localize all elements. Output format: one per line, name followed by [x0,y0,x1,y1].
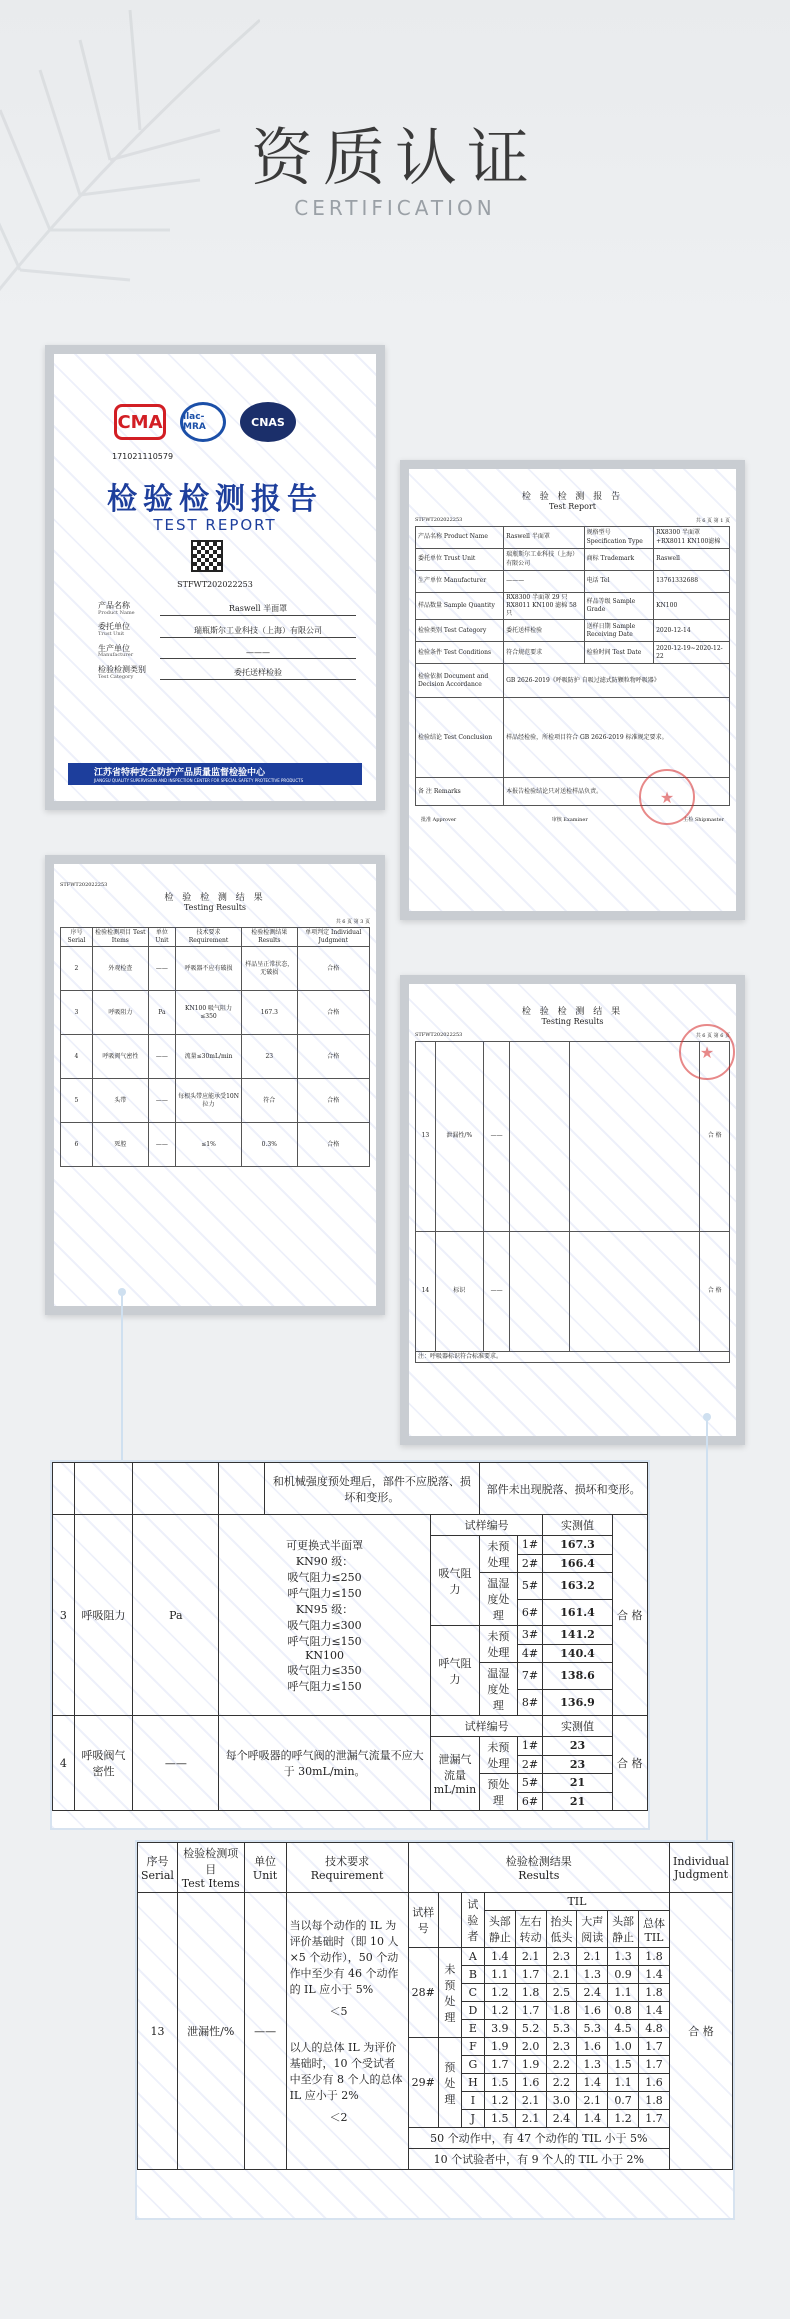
table-row: E 3.9 5.2 5.3 5.3 4.5 4.8 [138,2020,733,2038]
connector-line-1 [121,1290,123,1460]
connector-line-2 [706,1415,708,1845]
table-row: 委托单位 Trust Unit 瑞瓶斯尔工业科技（上海）有限公司 商标 Trademark Raswell [416,549,730,571]
table-row: 呼气阻力 未预处理 3# 141.2 [53,1626,648,1645]
table-row: 产品名称 Product Name Raswell 半面罩 规格型号 Specification Type RX8300 半面罩+RX8011 KN100滤棉 [416,527,730,549]
table-row: 检验类别 Test Category 委托送样检验 送样日期 Sample Receiving Date 2020-12-14 [416,620,730,642]
field-trust-unit: 委托单位 Trust Unit 瑞瓶斯尔工业科技（上海）有限公司 [98,623,356,637]
table-row: I 1.2 2.1 3.0 2.1 0.7 1.8 [138,2092,733,2110]
zoom-leakage-test: 序号 Serial 检验检测项目 Test Items 单位 Unit 技术要求 Requirement 检验检测结果 Results Individual Judgment 13 泄漏性/% —— 当以每个动作的 IL 为评价基础时（即 10 人×5 个动作），50 个动作中至少有 46 个动作的 IL 应小于 5% ＜5 以人的总体 IL 为评价基础时，10 个受试者中至少有 8 个人的总体 IL 应小于 2% ＜2 试样号 试验者 TIL 合 格 头部静止 左右转动 抬头低头 大声阅读 头部静止 总体TIL 28# 未预处理 A 1.4 2.1 2.3 2.1 1.3 1.8 B 1.1 1.7 2.1 1.3 0.9 1.4 C 1.2 1.8 2.5 2.4 1.1 1.8 D 1.2 1.7 1.8 1.6 0.8 1.4 E 3.9 5.2 5.3 5.3 4.5 4.8 29# 预处理 F 1.9 2.0 2.3 1.6 1.0 1.7 G 1.7 1.9 2.2 1.3 1.5 1.7 H 1.5 1.6 2.2 1.4 1.1 1.6 I 1.2 2.1 3.0 2.1 0.7 1.8 J 1.5 2.1 2.4 1.4 1.2 1.7 50 个动作中，有 47 个动作的 TIL 小于 5% 10 个试验者中，有 9 个人的 TIL 小于 2% [135,1840,735,2220]
cover-title: 检验检测报告 [107,482,323,517]
table-row: 生产单位 Manufacturer ——— 电话 Tel 13761332688 [416,571,730,593]
report1-subtitle: Test Report [548,502,597,511]
hero-banner [0,0,790,340]
ilac-mra-logo: ilac-MRA [180,402,226,442]
qr-code-icon [191,540,223,572]
table-row: 2# 166.4 [53,1554,648,1573]
cover-fields [98,602,356,687]
table-row: 预处理 5# 21 [53,1774,648,1793]
report-number: STFWT202022253 [177,580,253,589]
table-row: J 1.5 2.1 2.4 1.4 1.2 1.7 [138,2110,733,2128]
cover-footer: 江苏省特种安全防护产品质量监督检验中心 JIANGSU QUALITY SUPERVISION AND INSPECTION CENTER FOR SPECIAL SAFETY PROTECTIVE PRODUCTS [68,763,362,785]
table-row: 泄漏气流量 mL/min 未预处理 1# 23 [53,1737,648,1756]
field-manufacturer: 生产单位 Manufacturer ——— [98,645,356,659]
report1-title: 检 验 检 测 报 告 [521,492,624,502]
report-page-1: 检 验 检 测 报 告 Test Report STFWT202022253 共 6 页 第 1 页 产品名称 Product Name Raswell 半面罩 规格型号 Specification Type RX8300 半面罩+RX8011 KN100滤棉 委托单位 Trust Unit 瑞瓶斯尔工业科技（上海）有限公司 商标 Trademark Raswell 生产单位 Manufacturer ——— 电话 Tel 13761332688 样品数量 Sample Quantity RX8300 半面罩 29 只 RX8011 KN100 滤棉 58 只 样品等级 Sample Grade KN100 检验类别 Test Category 委托送样检验 送样日期 Sample Receiving Date 2020-12-14 检验条件 Test Conditions 符合规范要求 检验时间 Test Date 2020-12-19~2020-12-22 检验依据 Document and Decision Accordance GB 2626-2019《呼吸防护 自吸过滤式防颗粒物呼吸器》 检验结论 Test Conclusion 样品经检验，所检项目符合 GB 2626-2019 标准规定要求。 备 注 Remarks 本报告检验结论只对送检样品负责。 批准 Approver 审核 Examiner 主检 Shipmaster ★ [400,460,745,920]
table-row: 29# 预处理 F 1.9 2.0 2.3 1.6 1.0 1.7 [138,2038,733,2056]
table-row: 6# 21 [53,1792,648,1811]
report2-table: 序号 Serial 检验检测项目 Test Items 单位 Unit 技术要求 Requirement 检验检测结果 Results 单项判定 Individual Judgment 2 外观检查 —— 呼吸器不应有破损 样品呈正常状态，无破损 合格 3 呼吸阻力 Pa KN100 吸气阻力≤350 167.3 合格 4 呼吸阀气密性 —— 流量≤30mL/min 23 合格 5 头带 —— 每根头带应能承受10N拉力 符合 合格 6 死腔 —— ≤1% 0.3% 合格 [60,927,370,1167]
table-row: 检验条件 Test Conditions 符合规范要求 检验时间 Test Date 2020-12-19~2020-12-22 [416,642,730,664]
field-category: 检验检测类别 Test Category 委托送样检验 [98,666,356,680]
report-page-6: 检 验 检 测 结 果 Testing Results STFWT202022253 共 6 页 第 6 页 13 泄漏性/% —— 合 格 14 标识 —— 合 格 注：呼吸器标识符合标准要求。 ★ [400,975,745,1445]
cma-number: 171021110579 [112,452,174,461]
zoom-breathing-resistance: 和机械强度预处理后，部件不应脱落、损坏和变形。 部件未出现脱落、损坏和变形。 3 呼吸阻力 Pa 可更换式半面罩 KN90 级： 吸气阻力≤250 呼气阻力≤150 KN95 级： 吸气阻力≤300 呼气阻力≤150 KN100 吸气阻力≤350 呼气阻力≤150 试样编号 实测值 合 格 吸气阻力 未预处理 1# 167.3 2# 166.4 温湿度处理 5# 163.2 6# 161.4 呼气阻力 未预处理 3# 141.2 4# 140.4 温湿度处理 7# 138.6 8# 136.9 4 呼吸阀气密性 —— 每个呼吸器的呼气阀的泄漏气流量不应大于 30mL/min。 试样编号 实测值 合 格 泄漏气流量 mL/min 未预处理 1# 23 2# 23 预处理 5# 21 6# 21 [50,1460,650,1830]
table-row: 4# 140.4 [53,1644,648,1663]
table-row: 4 呼吸阀气密性 —— 流量≤30mL/min 23 合格 [61,1035,370,1079]
table-row: 温湿度处理 7# 138.6 [53,1663,648,1690]
page-title: 资质认证 [250,121,539,194]
table-row: 样品数量 Sample Quantity RX8300 半面罩 29 只 RX8011 KN100 滤棉 58 只 样品等级 Sample Grade KN100 [416,593,730,620]
cma-logo: CMA [114,404,166,440]
cover-subtitle: TEST REPORT [153,516,277,534]
table-row: 2# 23 [53,1755,648,1774]
table-row: 2 外观检查 —— 呼吸器不应有破损 样品呈正常状态，无破损 合格 [61,947,370,991]
report1-table: 产品名称 Product Name Raswell 半面罩 规格型号 Specification Type RX8300 半面罩+RX8011 KN100滤棉 委托单位 Trust Unit 瑞瓶斯尔工业科技（上海）有限公司 商标 Trademark Raswell 生产单位 Manufacturer ——— 电话 Tel 13761332688 样品数量 Sample Quantity RX8300 半面罩 29 只 RX8011 KN100 滤棉 58 只 样品等级 Sample Grade KN100 检验类别 Test Category 委托送样检验 送样日期 Sample Receiving Date 2020-12-14 检验条件 Test Conditions 符合规范要求 检验时间 Test Date 2020-12-19~2020-12-22 检验依据 Document and Decision Accordance GB 2626-2019《呼吸防护 自吸过滤式防颗粒物呼吸器》 检验结论 Test Conclusion 样品经检验，所检项目符合 GB 2626-2019 标准规定要求。 备 注 Remarks 本报告检验结论只对送检样品负责。 [415,526,730,806]
report-page-3: STFWT202022253 检 验 检 测 结 果 Testing Results 共 6 页 第 3 页 序号 Serial 检验检测项目 Test Items 单位 Unit 技术要求 Requirement 检验检测结果 Results 单项判定 Individual Judgment 2 外观检查 —— 呼吸器不应有破损 样品呈正常状态，无破损 合格 3 呼吸阻力 Pa KN100 吸气阻力≤350 167.3 合格 4 呼吸阀气密性 —— 流量≤30mL/min 23 合格 5 头带 —— 每根头带应能承受10N拉力 符合 合格 6 死腔 —— ≤1% 0.3% 合格 [45,855,385,1315]
table-row: 3 呼吸阻力 Pa KN100 吸气阻力≤350 167.3 合格 [61,991,370,1035]
table-row: D 1.2 1.7 1.8 1.6 0.8 1.4 [138,2002,733,2020]
connector-dot-2 [703,1413,711,1421]
accreditation-logos [114,392,346,452]
table-row: 温湿度处理 5# 163.2 [53,1573,648,1600]
table-row: 吸气阻力 未预处理 1# 167.3 [53,1536,648,1555]
report-cover [45,345,385,810]
report3-table: 13 泄漏性/% —— 合 格 14 标识 —— 合 格 注：呼吸器标识符合标准要求。 [415,1041,730,1363]
official-seal [639,769,695,825]
table-row: 6 死腔 —— ≤1% 0.3% 合格 [61,1123,370,1167]
official-seal-2 [679,1024,735,1080]
page-subtitle: CERTIFICATION [294,196,496,220]
table-row: 6# 161.4 [53,1599,648,1626]
table-row: B 1.1 1.7 2.1 1.3 0.9 1.4 [138,1966,733,1984]
table-row: H 1.5 1.6 2.2 1.4 1.1 1.6 [138,2074,733,2092]
cnas-logo: CNAS [240,402,296,442]
table-row: 5 头带 —— 每根头带应能承受10N拉力 符合 合格 [61,1079,370,1123]
table-row: 8# 136.9 [53,1689,648,1716]
connector-dot-1 [118,1288,126,1296]
table-row: 28# 未预处理 A 1.4 2.1 2.3 2.1 1.3 1.8 [138,1948,733,1966]
field-product: 产品名称 Product Name Raswell 半面罩 [98,602,356,616]
table-row: G 1.7 1.9 2.2 1.3 1.5 1.7 [138,2056,733,2074]
table-row: C 1.2 1.8 2.5 2.4 1.1 1.8 [138,1984,733,2002]
